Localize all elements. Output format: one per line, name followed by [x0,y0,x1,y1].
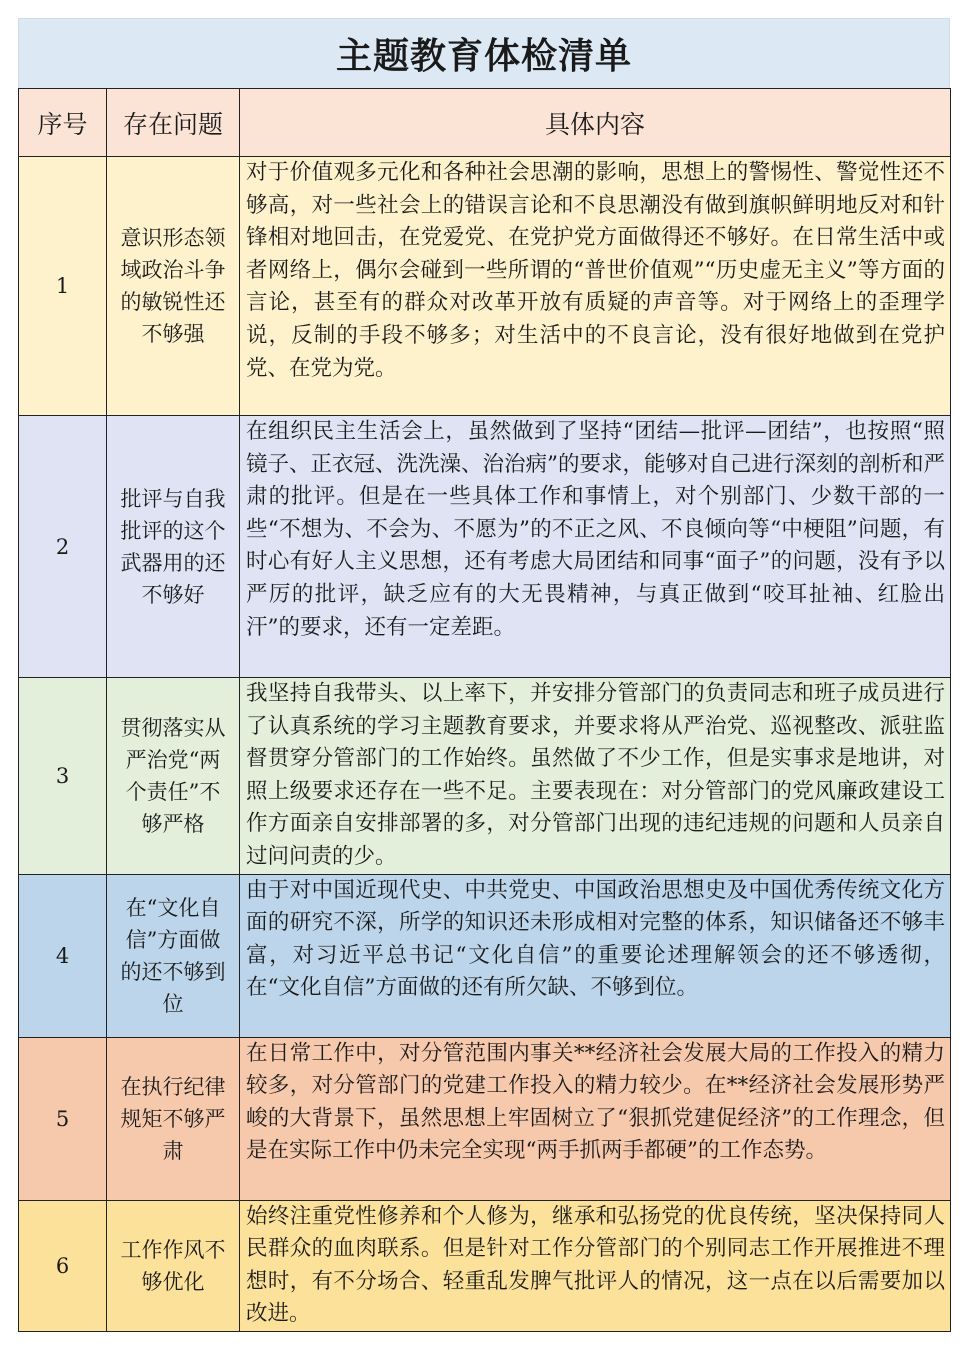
row-content: 始终注重党性修养和个人修为，继承和弘扬党的优良传统，坚决保持同人民群众的血肉联系。但是针对工作分管部门的个别同志工作开展推进不理想时，有不分场合、轻重乱发脾气批评人的情况，这一点在以后需要加以改进。 [240,1200,951,1331]
header-row [19,89,951,157]
table-row [19,157,951,416]
checklist-table [18,88,951,1332]
table-row [19,416,951,678]
row-issue: 在执行纪律规矩不够严肃 [107,1037,240,1200]
row-content: 我坚持自我带头、以上率下，并安排分管部门的负责同志和班子成员进行了认真系统的学习主题教育要求，并要求将从严治党、巡视整改、派驻监督贯穿分管部门的工作始终。虽然做了不少工作，但是实事求是地讲，对照上级要求还存在一些不足。主要表现在：对分管部门的党风廉政建设工作方面亲自安排部署的多，对分管部门出现的违纪违规的问题和人员亲自过问问责的少。 [240,678,951,875]
row-issue: 贯彻落实从严治党“两个责任”不够严格 [107,678,240,875]
sheet-title: 主题教育体检清单 [18,18,950,88]
row-index: 4 [19,874,107,1037]
row-issue: 批评与自我批评的这个武器用的还不够好 [107,416,240,678]
table-row [19,1200,951,1331]
row-index: 5 [19,1037,107,1200]
row-index: 2 [19,416,107,678]
row-issue: 在“文化自信”方面做的还不够到位 [107,874,240,1037]
row-content: 在组织民主生活会上，虽然做到了坚持“团结—批评—团结”，也按照“照镜子、正衣冠、洗洗澡、治治病”的要求，能够对自己进行深刻的剖析和严肃的批评。但是在一些具体工作和事情上，对个别部门、少数干部的一些“不想为、不会为、不愿为”的不正之风、不良倾向等“中梗阻”问题，有时心有好人主义思想，还有考虑大局团结和同事“面子”的问题，没有予以严厉的批评，缺乏应有的大无畏精神，与真正做到“咬耳扯袖、红脸出汗”的要求，还有一定差距。 [240,416,951,678]
row-content: 由于对中国近现代史、中共党史、中国政治思想史及中国优秀传统文化方面的研究不深，所学的知识还未形成相对完整的体系，知识储备还不够丰富，对习近平总书记“文化自信”的重要论述理解领会的还不够透彻，在“文化自信”方面做的还有所欠缺、不够到位。 [240,874,951,1037]
header-content: 具体内容 [240,89,951,157]
row-content: 在日常工作中，对分管范围内事关**经济社会发展大局的工作投入的精力较多，对分管部门的党建工作投入的精力较少。在**经济社会发展形势严峻的大背景下，虽然思想上牢固树立了“狠抓党建促经济”的工作理念，但是在实际工作中仍未完全实现“两手抓两手都硬”的工作态势。 [240,1037,951,1200]
header-issue: 存在问题 [107,89,240,157]
table-row [19,1037,951,1200]
table-row [19,874,951,1037]
row-index: 3 [19,678,107,875]
row-index: 6 [19,1200,107,1331]
table-row [19,678,951,875]
row-issue: 意识形态领域政治斗争的敏锐性还不够强 [107,157,240,416]
row-content: 对于价值观多元化和各种社会思潮的影响，思想上的警惕性、警觉性还不够高，对一些社会上的错误言论和不良思潮没有做到旗帜鲜明地反对和针锋相对地回击，在党爱党、在党护党方面做得还不够好。在日常生活中或者网络上，偶尔会碰到一些所谓的“普世价值观”“历史虚无主义”等方面的言论，甚至有的群众对改革开放有质疑的声音等。对于网络上的歪理学说，反制的手段不够多；对生活中的不良言论，没有很好地做到在党护党、在党为党。 [240,157,951,416]
row-issue: 工作作风不够优化 [107,1200,240,1331]
row-index: 1 [19,157,107,416]
header-index: 序号 [19,89,107,157]
checklist-sheet [18,18,950,1332]
